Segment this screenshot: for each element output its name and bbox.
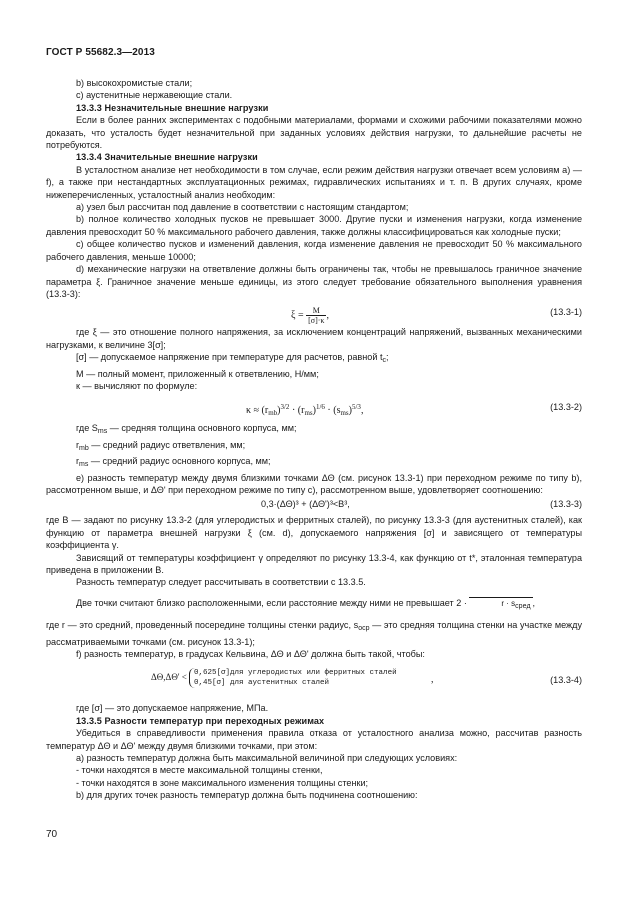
equation-13-3-1 [46, 300, 582, 326]
definition: где [σ] — это допускаемое напряжение, МПа. [76, 703, 269, 714]
list-item: - точки находятся в зоне максимального изменения толщины стенки; [76, 777, 369, 788]
equation-number: (13.3-2) [550, 402, 582, 413]
paragraph: Зависящий от температуры коэффициент γ определяют по рисунку 13.3-4, как функцию от t*, эталонная температура приведена в приложении В. [46, 552, 582, 575]
page-number: 70 [46, 829, 58, 840]
definition: $r_{ms}$ — средний радиус основного корпуса, мм; [76, 456, 271, 469]
definition: M — полный момент, приложенный к ответвлению, Н/мм; [76, 368, 319, 379]
section-heading-13-3-3: 13.3.3 Незначительные внешние нагрузки [76, 102, 269, 113]
equation-13-3-3 [46, 496, 582, 514]
paragraph: Убедиться в справедливости применения правила отказа от усталостного анализа можно, рассчитав разность температур ΔΘ и ΔΘ' между двумя близкими точками, при этом: [46, 728, 582, 751]
list-item: c) общее количество пусков и изменений давления, когда изменение давления не превосходит 50 % максимального рабочего давления, меньше 10000; [46, 239, 582, 262]
definition: где ξ — это отношение полного напряжения, за исключением концентраций напряжений, вызванных механическими нагрузками, к величине 3[σ]; [46, 327, 582, 350]
list-item: - точки находятся в месте максимальной толщины стенки, [76, 765, 323, 776]
definition: $r_{mb}$ — средний радиус ответвления, мм; [76, 439, 246, 452]
definition: [σ] — допускаемое напряжение при температуре для расчетов, равной $t_c$; [76, 352, 389, 365]
list-item: а) узел был рассчитан под давление в соответствии с настоящим стандартом; [76, 202, 409, 213]
paragraph: где r — это средний, проведенный посередине толщины стенки радиус, $s_{ocp}$ — это средняя толщина стенки на участке между рассматриваемыми точками (см. рисунок 13.3-1); [46, 620, 582, 647]
section-heading-13-3-5: 13.3.5 Разности температур при переходных режимах [76, 715, 325, 726]
document-header: ГОСТ Р 55682.3—2013 [46, 47, 155, 58]
equation-formula: $\kappa \approx (r_{mb})^{3/2} \cdot (r_{ms})^{1/6} \cdot (s_{ms})^{5/3}$, [246, 403, 364, 418]
list-item: b) высокохромистые стали; [76, 78, 193, 88]
equation-formula: ξ = $\frac{M}{[\sigma]\cdot\kappa}$ , [291, 306, 329, 326]
definition: где $S_{ms}$ — средняя толщина основного корпуса, мм; [76, 423, 297, 436]
section-heading-13-3-4: 13.3.4 Значительные внешние нагрузки [76, 152, 258, 163]
paragraph: Две точки считают близко расположенными, если расстояние между ними не превышает 2 · r · scpeд , [46, 597, 582, 613]
sqrt-expression: r · scpeд [469, 597, 532, 613]
list-item: b) полное количество холодных пусков не превышает 3000. Другие пуски и изменения нагрузки, когда изменение давления превосходит 50 % максимального рабочего давления, также должны классифицироваться как холодные пуски; [46, 214, 582, 237]
list-item: d) механические нагрузки на ответвление должны быть ограничены так, чтобы не превышалось граничное значение параметра ξ. Граничное значение меньше единицы, из этого следует требование обязательного выполнения уравнения (13.3-3): [46, 264, 582, 299]
equation-formula: ΔΘ,ΔΘ' < 0,625[σ]для углеродистых или ферритных сталей 0,45[σ] для аустенитных сталей [151, 669, 397, 688]
equation-13-3-2 [46, 392, 582, 422]
equation-number: (13.3-1) [550, 307, 582, 318]
list-item: b) для других точек разность температур должна быть подчинена соотношению: [76, 790, 418, 801]
paragraph: Если в более ранних экспериментах с подобными материалами, формами и схожими рабочими показателями можно доказать, что усталость будет незначительной при заданных условиях действия нагрузки, то дальнейшие расчеты не потребуются. [46, 115, 582, 151]
paragraph: В усталостном анализе нет необходимости в том случае, если режим действия нагрузки отвечает всем условиям а) — f), а также при нестандартных эксплуатационных режимах, гидравлических испытаниях и т. п. В других случаях, кроме нижеперечисленных, усталостный анализ необходим: [46, 164, 582, 200]
paragraph: Разность температур следует рассчитывать в соответствии с 13.3.5. [76, 577, 366, 588]
equation-number: (13.3-3) [550, 499, 582, 510]
document-body [46, 77, 582, 802]
equation-formula: 0,3·(ΔΘ)³ + (ΔΘ')³<B³, [261, 499, 350, 510]
equation-13-3-4: ΔΘ,ΔΘ' < 0,625[σ]для углеродистых или ферритных сталей 0,45[σ] для аустенитных сталей , (13.3-4) [151, 669, 582, 688]
list-item: е) разность температур между двумя близкими точками ΔΘ (см. рисунок 13.3-1) при переходном режиме по типу b), рассмотренном выше, и ΔΘ' при переходном режиме по типу с), рассмотренном выше, удовлетворяет соотношению: [46, 472, 582, 495]
definition: к — вычисляют по формуле: [76, 380, 198, 391]
list-item: f) разность температур, в градусах Кельвина, ΔΘ и ΔΘ' должна быть такой, чтобы: [76, 649, 425, 660]
equation-number: (13.3-4) [550, 675, 582, 686]
brace-cases: 0,625[σ]для углеродистых или ферритных сталей 0,45[σ] для аустенитных сталей [189, 668, 397, 688]
list-item: c) аустенитные нержавеющие стали. [76, 90, 233, 101]
list-item: а) разность температур должна быть максимальной величиной при следующих условиях: [76, 753, 458, 764]
paragraph: где В — задают по рисунку 13.3-2 (для углеродистых и ферритных сталей), по рисунку 13.3-3 (для аустенитных сталей), как функцию от параметра внешней нагрузки ξ (см. d), допускаемого напряжения [σ] и зависящего от температуры коэффициента γ. [46, 515, 582, 551]
